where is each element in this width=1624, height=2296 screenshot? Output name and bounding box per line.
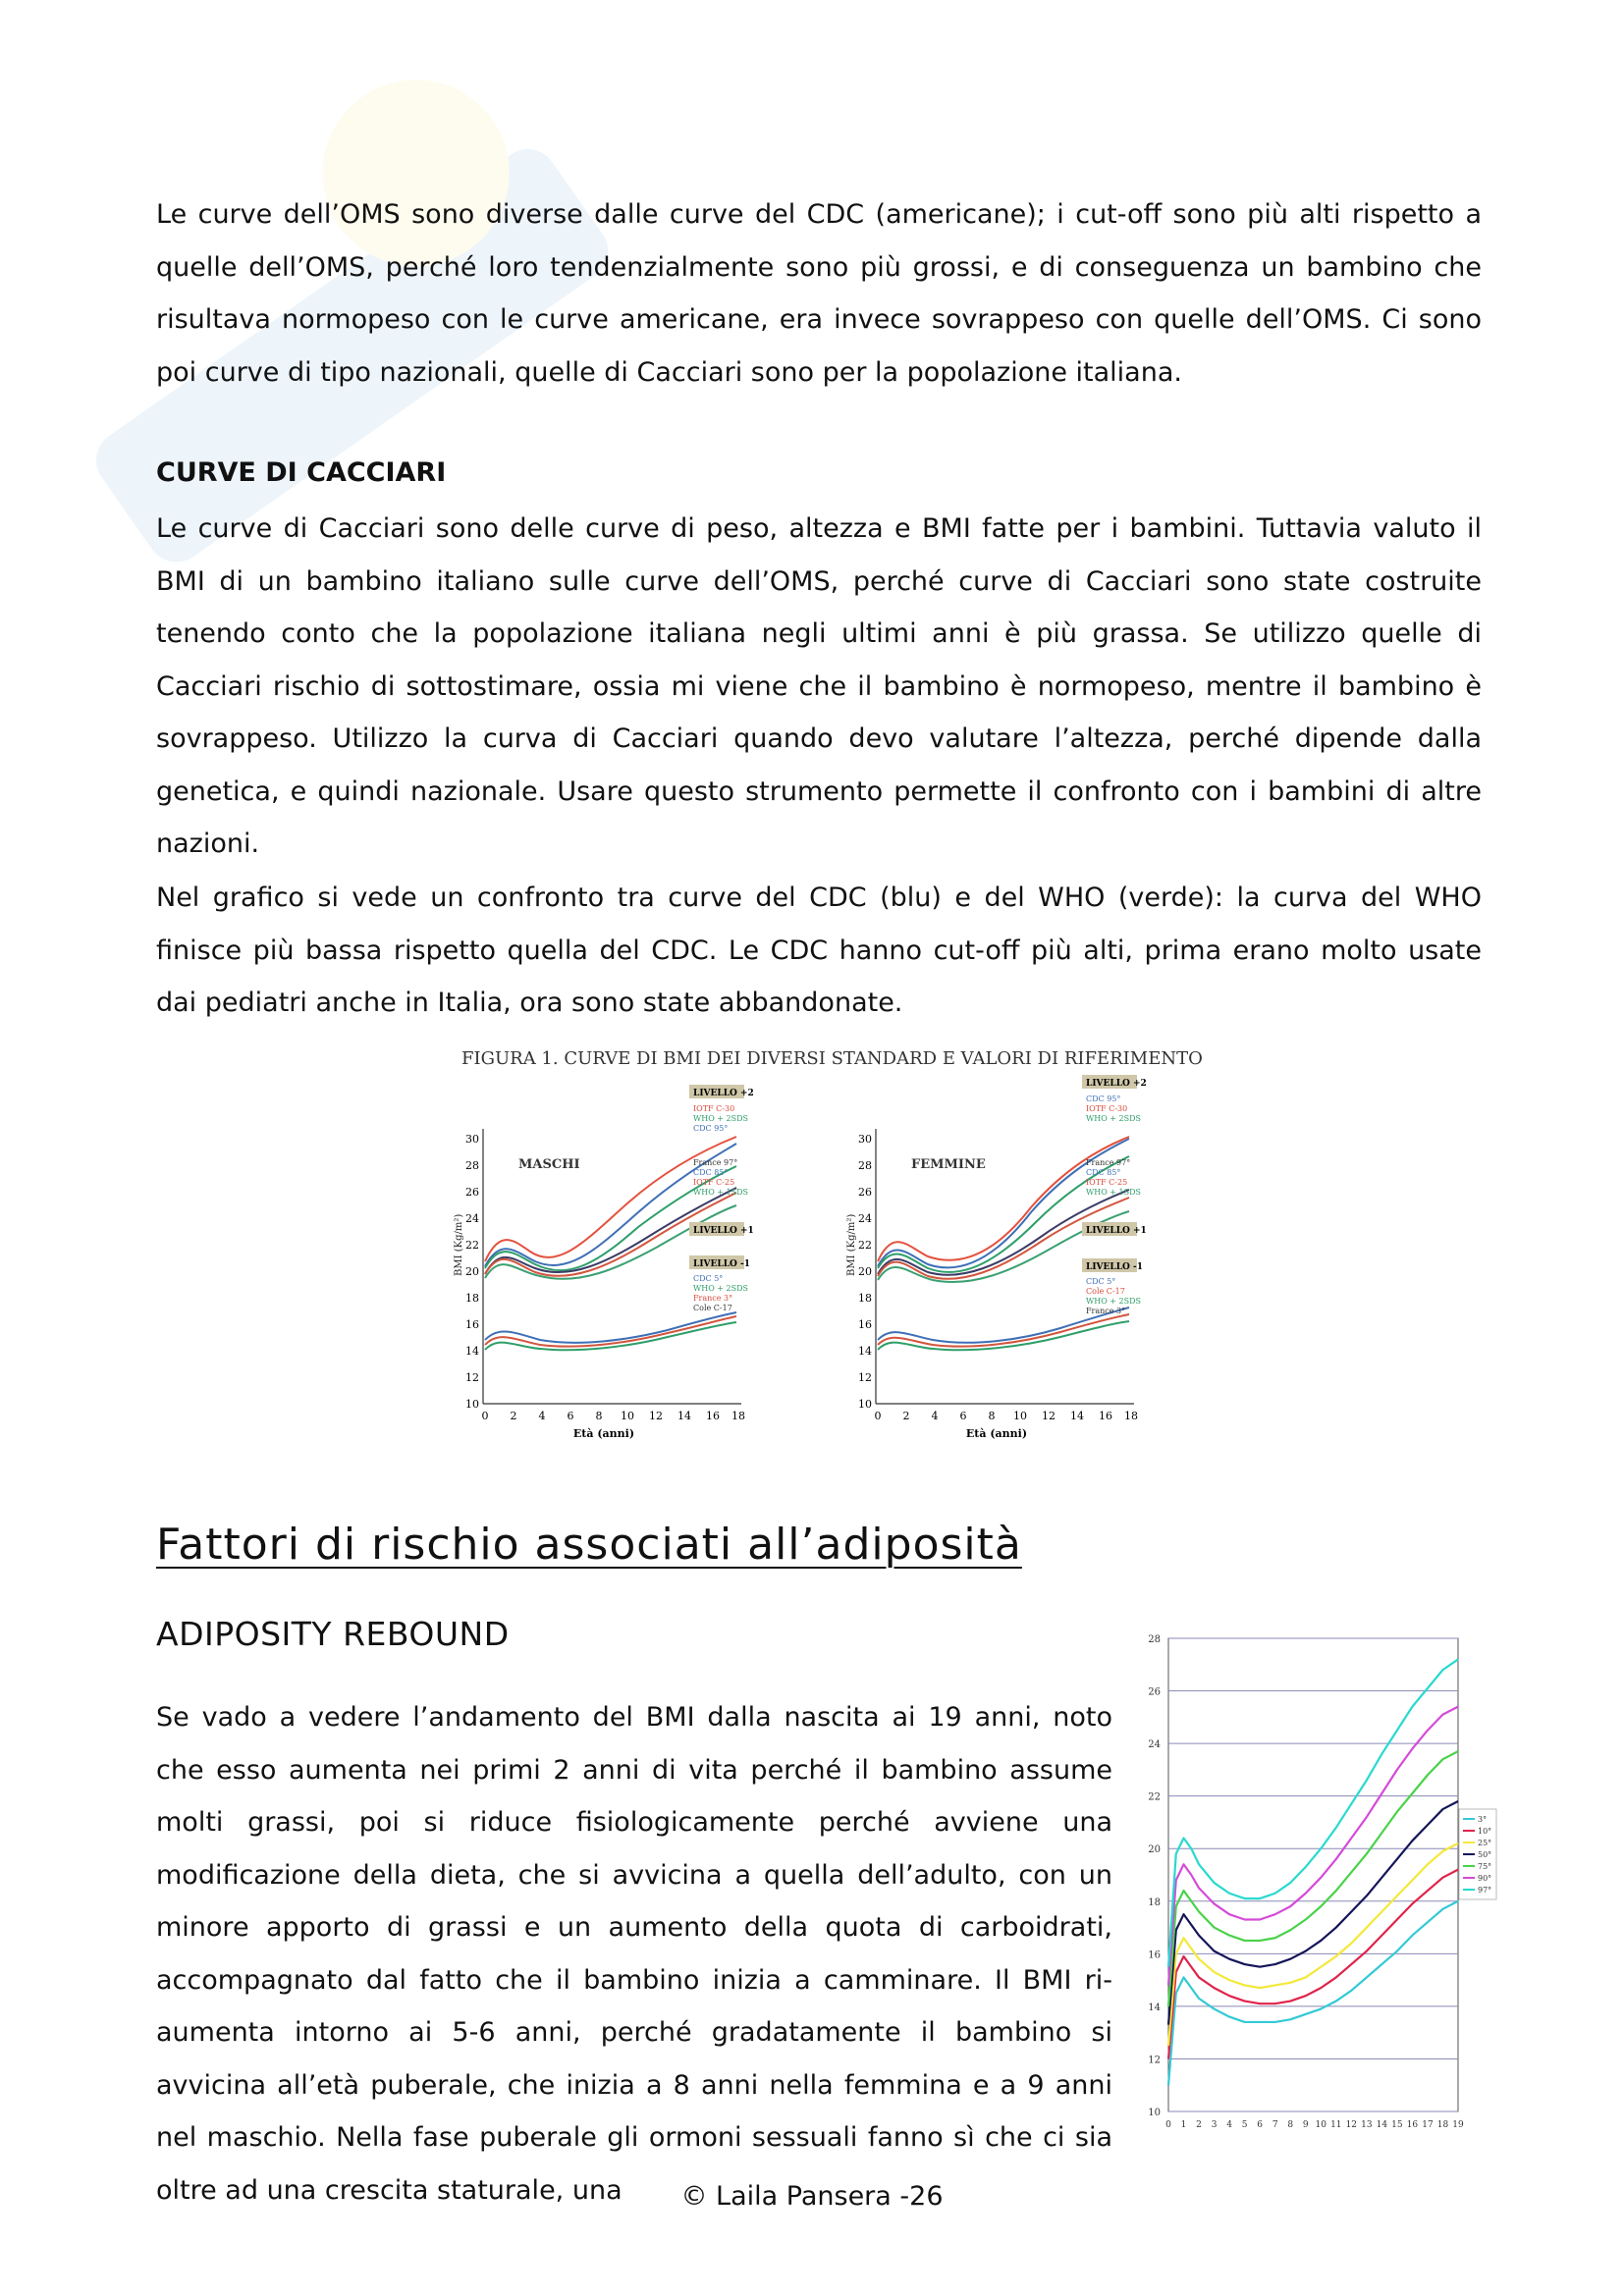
female-xtick: 4 (931, 1410, 939, 1422)
intro-paragraph (156, 188, 1482, 399)
figure-caption: FIGURA 1. CURVE DI BMI DEI DIVERSI STANDARD E VALORI DI RIFERIMENTO (461, 1048, 1203, 1069)
male-xtick: 14 (677, 1410, 691, 1422)
female-ytick: 10 (858, 1398, 872, 1411)
male-xtick: 2 (510, 1410, 517, 1422)
female-ytick: 22 (858, 1239, 872, 1252)
panel-female (846, 1075, 1147, 1440)
bmi-percentile-chart (1129, 1625, 1502, 2135)
male-title: MASCHI (518, 1157, 580, 1172)
male-curve-iotf30 (485, 1137, 736, 1261)
y-tick-label: 12 (1148, 2055, 1161, 2066)
comparison-paragraph (156, 872, 1482, 1030)
male-legend-mid: France 97° (693, 1158, 738, 1167)
x-tick-label: 19 (1452, 2120, 1464, 2130)
female-legend-top: CDC 95° (1086, 1095, 1121, 1103)
x-tick-label: 15 (1391, 2120, 1403, 2130)
x-tick-label: 3 (1211, 2120, 1218, 2130)
legend-label: 50° (1478, 1850, 1492, 1859)
male-xtick: 16 (706, 1410, 720, 1422)
x-tick-label: 10 (1315, 2120, 1326, 2130)
legend-label: 25° (1478, 1839, 1492, 1847)
male-ytick: 12 (465, 1371, 479, 1384)
male-xtick: 8 (595, 1410, 603, 1422)
x-tick-label: 7 (1272, 2120, 1278, 2130)
female-ytick: 30 (858, 1133, 872, 1146)
male-curve-cdc5 (485, 1312, 736, 1343)
y-tick-label: 16 (1148, 1949, 1161, 1961)
legend-label: 75° (1478, 1862, 1492, 1871)
male-legend-top: CDC 95° (693, 1124, 729, 1133)
female-legend-mid: CDC 85° (1086, 1168, 1121, 1177)
male-ytick: 26 (465, 1186, 479, 1199)
female-xtick: 12 (1042, 1410, 1056, 1422)
male-legend-mid: IOTF C-25 (693, 1178, 735, 1187)
female-ytick: 18 (858, 1292, 872, 1305)
cacciari-paragraph (156, 503, 1482, 871)
male-legend-bot: Cole C-17 (693, 1304, 732, 1312)
female-ytick: 16 (858, 1318, 872, 1331)
x-tick-label: 8 (1287, 2120, 1294, 2130)
page-footer: © Laila Pansera -26 (680, 2181, 944, 2212)
y-tick-label: 14 (1148, 2002, 1161, 2013)
female-xlabel: Età (anni) (965, 1427, 1028, 1440)
male-xtick: 12 (649, 1410, 663, 1422)
female-yticks (858, 1133, 872, 1411)
legend-label: 10° (1478, 1827, 1492, 1836)
female-xtick: 8 (988, 1410, 996, 1422)
female-level-p2: LIVELLO +2 (1086, 1079, 1147, 1089)
x-tick-label: 6 (1257, 2120, 1264, 2130)
section-title-risk-factors: Fattori di rischio associati all’adiposità (156, 1520, 1022, 1570)
male-ytick: 18 (465, 1292, 479, 1305)
male-ylabel: BMI (Kg/m²) (454, 1213, 464, 1276)
female-legend-bot: France 3° (1086, 1307, 1126, 1315)
male-xticks (482, 1410, 746, 1422)
female-xtick: 6 (959, 1410, 967, 1422)
comparison-text: Nel grafico si vede un confronto tra curve del CDC (blu) e del WHO (verde): la curva del WHO finisce più bassa rispetto quella del CDC. Le CDC hanno cut-off più alti, prima erano molto usate dai pediatri anche in Italia, ora sono state abbandonate. (156, 882, 1482, 1018)
male-legend-mid: WHO + 1SDS (693, 1188, 749, 1197)
female-ytick: 20 (858, 1265, 872, 1278)
figure-bmi-standards (442, 1041, 1208, 1453)
y-tick-label: 24 (1148, 1739, 1161, 1751)
male-level-m1: LIVELLO -1 (693, 1259, 751, 1269)
female-ytick: 14 (858, 1345, 872, 1358)
female-legend-mid: IOTF C-25 (1086, 1178, 1128, 1187)
x-tick-label: 14 (1376, 2120, 1388, 2130)
y-tick-label: 18 (1148, 1896, 1161, 1908)
male-xtick: 10 (621, 1410, 634, 1422)
male-legend-bot: WHO + 2SDS (693, 1284, 749, 1293)
female-legend-top: IOTF C-30 (1086, 1104, 1128, 1113)
adiposity-paragraph (156, 1691, 1112, 2216)
legend-label: 97° (1478, 1886, 1492, 1895)
female-ylabel: BMI (Kg/m²) (846, 1213, 857, 1276)
female-legend-bot: Cole C-17 (1086, 1287, 1125, 1296)
female-ytick: 28 (858, 1159, 872, 1172)
y-tick-label: 26 (1148, 1686, 1161, 1698)
female-ytick: 24 (858, 1212, 872, 1225)
y-tick-label: 20 (1148, 1844, 1161, 1856)
female-level-m1: LIVELLO -1 (1086, 1262, 1144, 1272)
y-tick-label: 10 (1148, 2108, 1161, 2118)
male-xtick: 18 (731, 1410, 745, 1422)
plot-area (1168, 1638, 1458, 2111)
x-tick-label: 11 (1330, 2120, 1342, 2130)
female-level-p1: LIVELLO +1 (1086, 1226, 1147, 1236)
female-ytick: 26 (858, 1186, 872, 1199)
male-ytick: 24 (465, 1212, 479, 1225)
x-tick-label: 2 (1196, 2120, 1202, 2130)
x-tick-label: 4 (1226, 2120, 1232, 2130)
male-ytick: 22 (465, 1239, 479, 1252)
x-tick-label: 18 (1436, 2120, 1449, 2130)
female-legend-mid: France 97° (1086, 1158, 1131, 1167)
male-ytick: 10 (465, 1398, 479, 1411)
female-legend-bot: WHO + 2SDS (1086, 1297, 1142, 1306)
female-xtick: 10 (1013, 1410, 1027, 1422)
x-tick-label: 12 (1345, 2120, 1358, 2130)
section-heading-cacciari: CURVE DI CACCIARI (156, 457, 447, 488)
female-legend-top: WHO + 2SDS (1086, 1114, 1142, 1123)
cacciari-text: Le curve di Cacciari sono delle curve di peso, altezza e BMI fatte per i bambini. Tuttavia valuto il BMI di un bambino italiano sulle curve dell’OMS, perché curve di Cacciari sono state costruite tenendo conto che la popolazione italiana negli ultimi anni è più grassa. Se utilizzo quelle di Cacciari rischio di sottostimare, ossia mi viene che il bambino è normopeso, mentre il bambino è sovrappeso. Utilizzo la curva di Cacciari quando devo valutare l’altezza, perché dipende dalla genetica, e quindi nazionale. Usare questo strumento permette il confronto con i bambini di altre nazioni. (156, 513, 1482, 859)
female-title: FEMMINE (911, 1157, 986, 1172)
male-xtick: 4 (538, 1410, 546, 1422)
male-legend-mid: CDC 85° (693, 1168, 729, 1177)
female-ytick: 12 (858, 1371, 872, 1384)
x-tick-label: 13 (1361, 2120, 1373, 2130)
x-tick-label: 17 (1422, 2120, 1434, 2130)
male-xtick: 6 (567, 1410, 574, 1422)
x-tick-label: 9 (1302, 2120, 1309, 2130)
legend-label: 3° (1478, 1815, 1488, 1824)
x-tick-label: 0 (1165, 2120, 1171, 2130)
female-xtick: 18 (1124, 1410, 1138, 1422)
x-tick-label: 16 (1406, 2120, 1419, 2130)
adiposity-text: Se vado a vedere l’andamento del BMI dalla nascita ai 19 anni, noto che esso aumenta nei primi 2 anni di vita perché il bambino assume molti grassi, poi si riduce fisiologicamente perché avviene una modificazione della dieta, che si avvicina a quella dell’adulto, con un minore apporto di grassi e un aumento della quota di carboidrati, accompagnato dal fatto che il bambino inizia a camminare. Il BMI ri-aumenta intorno ai 5-6 anni, perché gradatamente il bambino si avvicina all’età puberale, che inizia a 8 anni nella femmina e a 9 anni nel maschio. Nella fase puberale gli ormoni sessuali fanno sì che ci sia oltre ad una crescita staturale, una (156, 1702, 1112, 2206)
female-xtick: 2 (902, 1410, 910, 1422)
subsection-title-adiposity-rebound: ADIPOSITY REBOUND (156, 1615, 510, 1653)
intro-text: Le curve dell’OMS sono diverse dalle curve del CDC (americane); i cut-off sono più alti rispetto a quelle dell’OMS, perché loro tendenzialmente sono più grossi, e di conseguenza un bambino che risultava normopeso con le curve americane, era invece sovrappeso con quelle dell’OMS. Ci sono poi curve di tipo nazionali, quelle di Cacciari sono per la popolazione italiana. (156, 199, 1482, 388)
male-level-p2: LIVELLO +2 (693, 1089, 754, 1098)
male-legend-bot: CDC 5° (693, 1274, 724, 1283)
x-tick-label: 5 (1241, 2120, 1248, 2130)
male-xlabel: Età (anni) (572, 1427, 635, 1440)
male-xtick: 0 (481, 1410, 489, 1422)
female-legend-bot: CDC 5° (1086, 1277, 1116, 1286)
female-legend-mid: WHO + 1SDS (1086, 1188, 1142, 1197)
male-ytick: 16 (465, 1318, 479, 1331)
male-legend-bot: France 3° (693, 1294, 733, 1303)
y-tick-label: 28 (1148, 1634, 1161, 1645)
male-level-p1: LIVELLO +1 (693, 1226, 754, 1236)
male-yticks (465, 1133, 479, 1411)
male-legend-top: WHO + 2SDS (693, 1114, 749, 1123)
y-tick-label: 22 (1148, 1791, 1161, 1803)
female-xtick: 0 (874, 1410, 882, 1422)
female-xtick: 16 (1099, 1410, 1112, 1422)
x-tick-label: 1 (1180, 2120, 1187, 2130)
male-ytick: 28 (465, 1159, 479, 1172)
panel-male (454, 1085, 754, 1440)
legend-label: 90° (1478, 1874, 1492, 1883)
male-legend-top: IOTF C-30 (693, 1104, 735, 1113)
female-xticks (875, 1410, 1139, 1422)
female-xtick: 14 (1070, 1410, 1084, 1422)
male-ytick: 30 (465, 1133, 479, 1146)
male-ytick: 20 (465, 1265, 479, 1278)
male-ytick: 14 (465, 1345, 479, 1358)
